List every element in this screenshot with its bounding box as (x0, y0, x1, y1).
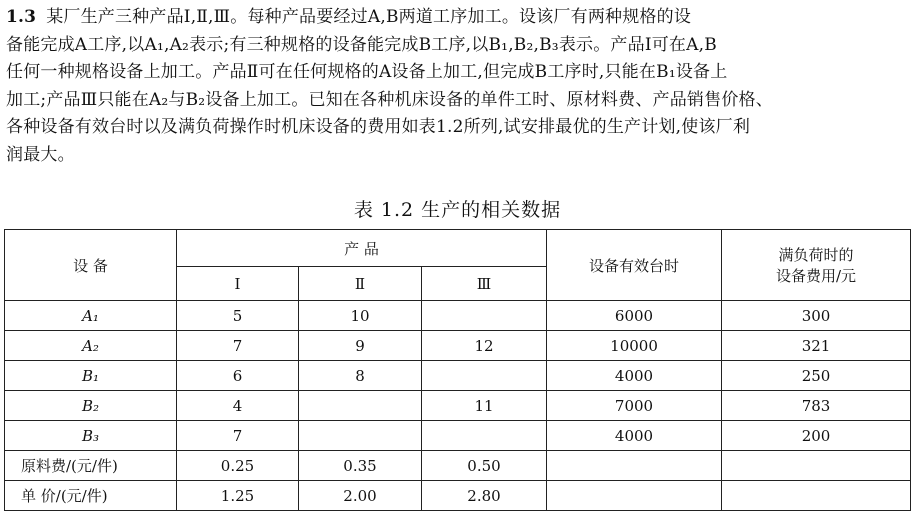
row-label: A₂ (5, 331, 177, 361)
cell-hours (547, 451, 722, 481)
row-label: B₃ (5, 421, 177, 451)
cell-hours: 4000 (547, 421, 722, 451)
cell-p1: 5 (177, 301, 299, 331)
table-row (5, 301, 911, 331)
table-row (5, 421, 911, 451)
cell-p1: 6 (177, 361, 299, 391)
table-row (5, 391, 911, 421)
header-product-1: Ⅰ (177, 267, 299, 301)
table-caption: 表 1.2 生产的相关数据 (353, 199, 562, 221)
cell-p3: 0.50 (422, 451, 547, 481)
cell-p3 (422, 301, 547, 331)
cell-cost: 300 (722, 301, 911, 331)
cell-p2: 10 (299, 301, 422, 331)
cell-p3: 11 (422, 391, 547, 421)
cell-hours: 7000 (547, 391, 722, 421)
problem-number: 1.3 (6, 7, 37, 27)
cell-cost: 321 (722, 331, 911, 361)
cell-p2: 9 (299, 331, 422, 361)
cell-p3 (422, 421, 547, 451)
problem-line: 1.3 某厂生产三种产品Ⅰ,Ⅱ,Ⅲ。每种产品要经过A,B两道工序加工。设该厂有两种规格的设 (6, 7, 692, 27)
cell-p3: 2.80 (422, 481, 547, 511)
problem-text (6, 4, 906, 169)
header-row (5, 230, 911, 267)
header-effective-hours: 设备有效台时 (547, 230, 722, 301)
cell-p1: 7 (177, 331, 299, 361)
row-label: 单 价/(元/件) (5, 481, 177, 511)
header-equipment: 设 备 (5, 230, 177, 301)
problem-line: 任何一种规格设备上加工。产品Ⅱ可在任何规格的A设备上加工,但完成B工序时,只能在B₁设备上 (6, 62, 728, 82)
problem-line: 加工;产品Ⅲ只能在A₂与B₂设备上加工。已知在各种机床设备的单件工时、原材料费、产品销售价格、 (6, 89, 773, 110)
cell-cost: 250 (722, 361, 911, 391)
cell-p2 (299, 391, 422, 421)
cell-cost: 783 (722, 391, 911, 421)
problem-line: 备能完成A工序,以A₁,A₂表示;有三种规格的设备能完成B工序,以B₁,B₂,B₃表示。产品Ⅰ可在A,B (6, 34, 717, 55)
cell-p2: 2.00 (299, 481, 422, 511)
row-label: 原料费/(元/件) (5, 451, 177, 481)
cell-p3 (422, 361, 547, 391)
row-label: A₁ (5, 301, 177, 331)
cell-cost (722, 481, 911, 511)
table-row (5, 481, 911, 511)
cell-p2 (299, 421, 422, 451)
cell-p3: 12 (422, 331, 547, 361)
header-full-load-cost: 满负荷时的 设备费用/元 (722, 230, 911, 301)
cell-hours (547, 481, 722, 511)
problem-line: 各种设备有效台时以及满负荷操作时机床设备的费用如表1.2所列,试安排最优的生产计划,使该厂利 (6, 117, 751, 137)
cell-p2: 8 (299, 361, 422, 391)
cell-hours: 4000 (547, 361, 722, 391)
cell-p1: 7 (177, 421, 299, 451)
table-row (5, 331, 911, 361)
cell-p2: 0.35 (299, 451, 422, 481)
cell-cost: 200 (722, 421, 911, 451)
row-label: B₁ (5, 361, 177, 391)
header-product-2: Ⅱ (299, 267, 422, 301)
row-label: B₂ (5, 391, 177, 421)
cell-cost (722, 451, 911, 481)
header-products: 产 品 (177, 230, 547, 267)
cell-p1: 1.25 (177, 481, 299, 511)
cell-p1: 0.25 (177, 451, 299, 481)
cell-hours: 6000 (547, 301, 722, 331)
table-row (5, 451, 911, 481)
data-table (4, 229, 911, 511)
table-row (5, 361, 911, 391)
cell-p1: 4 (177, 391, 299, 421)
header-product-3: Ⅲ (422, 267, 547, 301)
problem-line: 润最大。 (6, 144, 75, 165)
cell-hours: 10000 (547, 331, 722, 361)
